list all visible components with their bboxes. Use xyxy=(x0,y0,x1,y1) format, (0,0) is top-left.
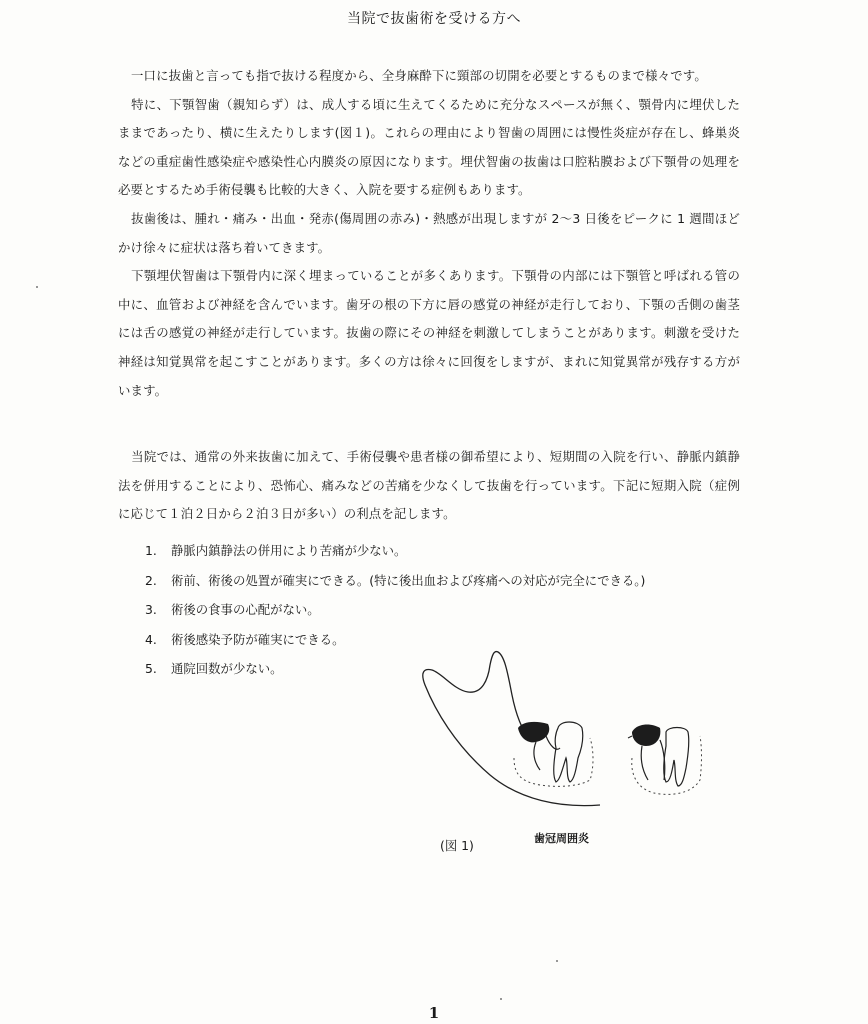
pericoronitis-crown xyxy=(632,725,660,746)
page-title: 当院で抜歯術を受ける方へ xyxy=(347,11,521,27)
scan-speck xyxy=(36,286,38,288)
paragraph-intro: 一口に抜歯と言っても指で抜ける程度から、全身麻酔下に頸部の切開を必要とするものまで様々です。 xyxy=(131,68,707,83)
list-item: 5. 通院回数が少ない。 xyxy=(145,661,283,677)
paragraph-hospital: 当院では、通常の外来抜歯に加えて、手術侵襲や患者様の御希望により、短期間の入院を行い、静脈内鎮静法を併用することにより、恐怖心、痛みなどの苦痛を少なくして抜歯を行っています。下記に短期入院（症例に応じて１泊２日から２泊３日が多い）の利点を記します。 xyxy=(118,449,740,522)
figure-caption: (図 1) xyxy=(440,838,474,853)
bone-line xyxy=(514,738,593,786)
page-number: 1 xyxy=(428,1004,440,1022)
paragraph-wisdom-teeth: 特に、下顎智歯（親知らず）は、成人する頃に生えてくるために充分なスペースが無く、顎骨内に埋伏したままであったり、横に生えたりします(図１)。これらの理由により智歯の周囲には慢性炎症が存在し、蜂巣炎などの重症歯性感染症や感染性心内膜炎の原因になります。埋伏智歯の抜歯は口腔粘膜および下顎骨の処理を必要とするため手術侵襲も比較的大きく、入院を要する症例もあります。 xyxy=(118,96,740,198)
mandible-outline xyxy=(423,652,600,806)
scan-speck xyxy=(556,960,558,962)
molar-tooth xyxy=(554,722,583,782)
scan-speck xyxy=(500,998,502,1000)
list-item: 1. 静脈内鎮静法の併用により苦痛が少ない。 xyxy=(145,543,407,558)
pericoronitis-tooth xyxy=(641,740,665,780)
second-molar-tooth xyxy=(664,728,689,787)
list-item: 4. 術後感染予防が確実にできる。 xyxy=(145,631,345,647)
list-item: 3. 術後の食事の心配がない。 xyxy=(145,602,320,618)
paragraph-after-extraction: 抜歯後は、腫れ・痛み・出血・発赤(傷周囲の赤み)・熱感が出現しますが 2～3 日後をピークに 1 週間ほどかけ徐々に症状は落ち着いてきます。 xyxy=(118,210,740,255)
figure-label: 歯冠周囲炎 xyxy=(534,832,589,845)
gum-line xyxy=(628,736,632,738)
body-text-block xyxy=(118,62,740,405)
list-item: 2. 術前、術後の処置が確実にできる。(特に後出血および疼痛への対応が完全にできる。) xyxy=(145,572,646,588)
jaw-illustration xyxy=(410,640,730,825)
impacted-crown xyxy=(518,722,549,742)
paragraph-nerve: 下顎埋伏智歯は下顎骨内に深く埋まっていることが多くあります。下顎骨の内部には下顎管と呼ばれる管の中に、血管および神経を含んでいます。歯牙の根の下方に唇の感覚の神経が走行しており、下顎の舌側の歯茎には舌の感覚の神経が走行しています。抜歯の際にその神経を刺激してしまうことがあります。刺激を受けた神経は知覚異常を起こすことがあります。多くの方は徐々に回復をしますが、まれに知覚異常が残存する方がいます。 xyxy=(118,268,740,398)
